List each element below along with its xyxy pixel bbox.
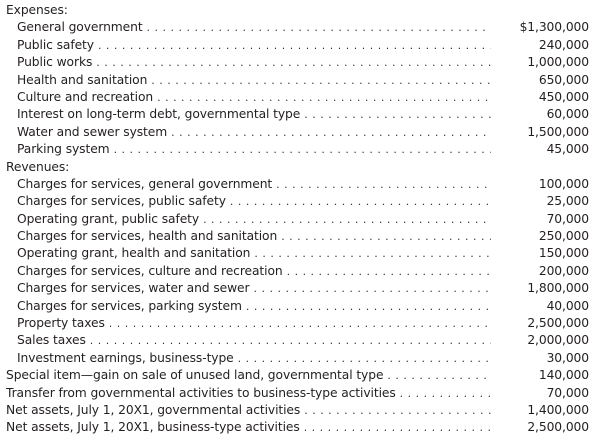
revenue-row [6, 176, 589, 193]
expense-value: 45,000 [546, 142, 589, 157]
dot-leader [304, 419, 491, 436]
revenue-label: Charges for services, parking system [17, 298, 242, 313]
expense-label: Public safety [17, 37, 94, 52]
expense-label: Culture and recreation [17, 89, 154, 104]
other-row [6, 367, 589, 384]
revenue-row [6, 298, 589, 315]
dot-leader [114, 141, 491, 158]
revenue-value: 70,000 [546, 211, 589, 226]
dot-leader [98, 37, 491, 54]
revenue-label: Charges for services, public safety [17, 194, 226, 209]
dot-leader [90, 332, 491, 349]
dot-leader [96, 54, 491, 71]
dot-leader [157, 89, 491, 106]
expense-label: Health and sanitation [17, 72, 148, 87]
revenue-row [6, 193, 589, 210]
expense-row [6, 141, 589, 158]
revenue-label: Investment earnings, business-type [17, 350, 234, 365]
revenue-row [6, 211, 589, 228]
revenue-value: 30,000 [546, 350, 589, 365]
revenue-row [6, 280, 589, 297]
dot-leader [281, 228, 491, 245]
dot-leader [238, 350, 491, 367]
revenue-label: Operating grant, health and sanitation [17, 246, 251, 261]
dot-leader [304, 106, 491, 123]
other-value: 1,400,000 [527, 402, 589, 417]
revenue-value: 250,000 [538, 229, 589, 244]
other-value: 70,000 [546, 385, 589, 400]
other-value: 2,500,000 [527, 420, 589, 435]
expense-value: 60,000 [546, 107, 589, 122]
revenue-label: Charges for services, health and sanitation [17, 229, 278, 244]
dot-leader [304, 402, 491, 419]
revenue-label: Operating grant, public safety [17, 211, 200, 226]
other-label: Transfer from governmental activities to business-type activities [6, 385, 396, 400]
revenue-row [6, 245, 589, 262]
expense-label: Parking system [17, 142, 110, 157]
dot-leader [246, 298, 491, 315]
section-heading-expenses [6, 2, 589, 19]
dot-leader [287, 263, 491, 280]
revenue-value: 25,000 [546, 194, 589, 209]
dot-leader [171, 124, 491, 141]
dot-leader [253, 280, 491, 297]
revenue-value: 200,000 [538, 263, 589, 278]
revenue-value: 150,000 [538, 246, 589, 261]
revenue-label: Charges for services, water and sewer [17, 281, 250, 296]
expense-row [6, 89, 589, 106]
revenue-value: 100,000 [538, 176, 589, 191]
dot-leader [387, 367, 491, 384]
expense-row [6, 106, 589, 123]
expense-row [6, 124, 589, 141]
expense-value: 450,000 [538, 89, 589, 104]
expense-value: $1,300,000 [519, 20, 589, 35]
dot-leader [147, 19, 491, 36]
revenue-value: 1,800,000 [527, 281, 589, 296]
heading-label: Revenues: [6, 159, 70, 174]
expense-value: 650,000 [538, 72, 589, 87]
section-heading-revenues [6, 159, 589, 176]
heading-label: Expenses: [6, 3, 68, 17]
expense-label: Interest on long-term debt, governmental type [17, 107, 301, 122]
revenue-label: Charges for services, culture and recreation [17, 263, 283, 278]
revenue-row [6, 350, 589, 367]
revenue-value: 2,500,000 [527, 316, 589, 331]
expense-value: 1,500,000 [527, 124, 589, 139]
expense-label: Public works [17, 55, 93, 70]
dot-leader [276, 176, 491, 193]
dot-leader [254, 245, 491, 262]
dot-leader [400, 385, 491, 402]
other-row [6, 419, 589, 436]
revenue-label: Property taxes [17, 316, 105, 331]
other-label: Net assets, July 1, 20X1, governmental activities [6, 402, 301, 417]
other-value: 140,000 [538, 368, 589, 383]
expense-row [6, 37, 589, 54]
revenue-row [6, 315, 589, 332]
expense-row [6, 54, 589, 71]
revenue-row [6, 263, 589, 280]
expense-row [6, 72, 589, 89]
other-label: Net assets, July 1, 20X1, business-type activities [6, 420, 300, 435]
revenue-value: 40,000 [546, 298, 589, 313]
expense-value: 240,000 [538, 37, 589, 52]
dot-leader [203, 211, 491, 228]
dot-leader [230, 193, 491, 210]
revenue-row [6, 332, 589, 349]
dot-leader [109, 315, 491, 332]
revenue-label: Sales taxes [17, 333, 86, 348]
other-label: Special item—gain on sale of unused land, governmental type [6, 368, 384, 383]
revenue-value: 2,000,000 [527, 333, 589, 348]
expense-row [6, 19, 589, 36]
expense-value: 1,000,000 [527, 55, 589, 70]
other-row [6, 385, 589, 402]
dot-leader [151, 72, 491, 89]
expense-label: General government [17, 20, 143, 35]
revenue-label: Charges for services, general government [17, 176, 273, 191]
expense-label: Water and sewer system [17, 124, 168, 139]
other-row [6, 402, 589, 419]
revenue-row [6, 228, 589, 245]
